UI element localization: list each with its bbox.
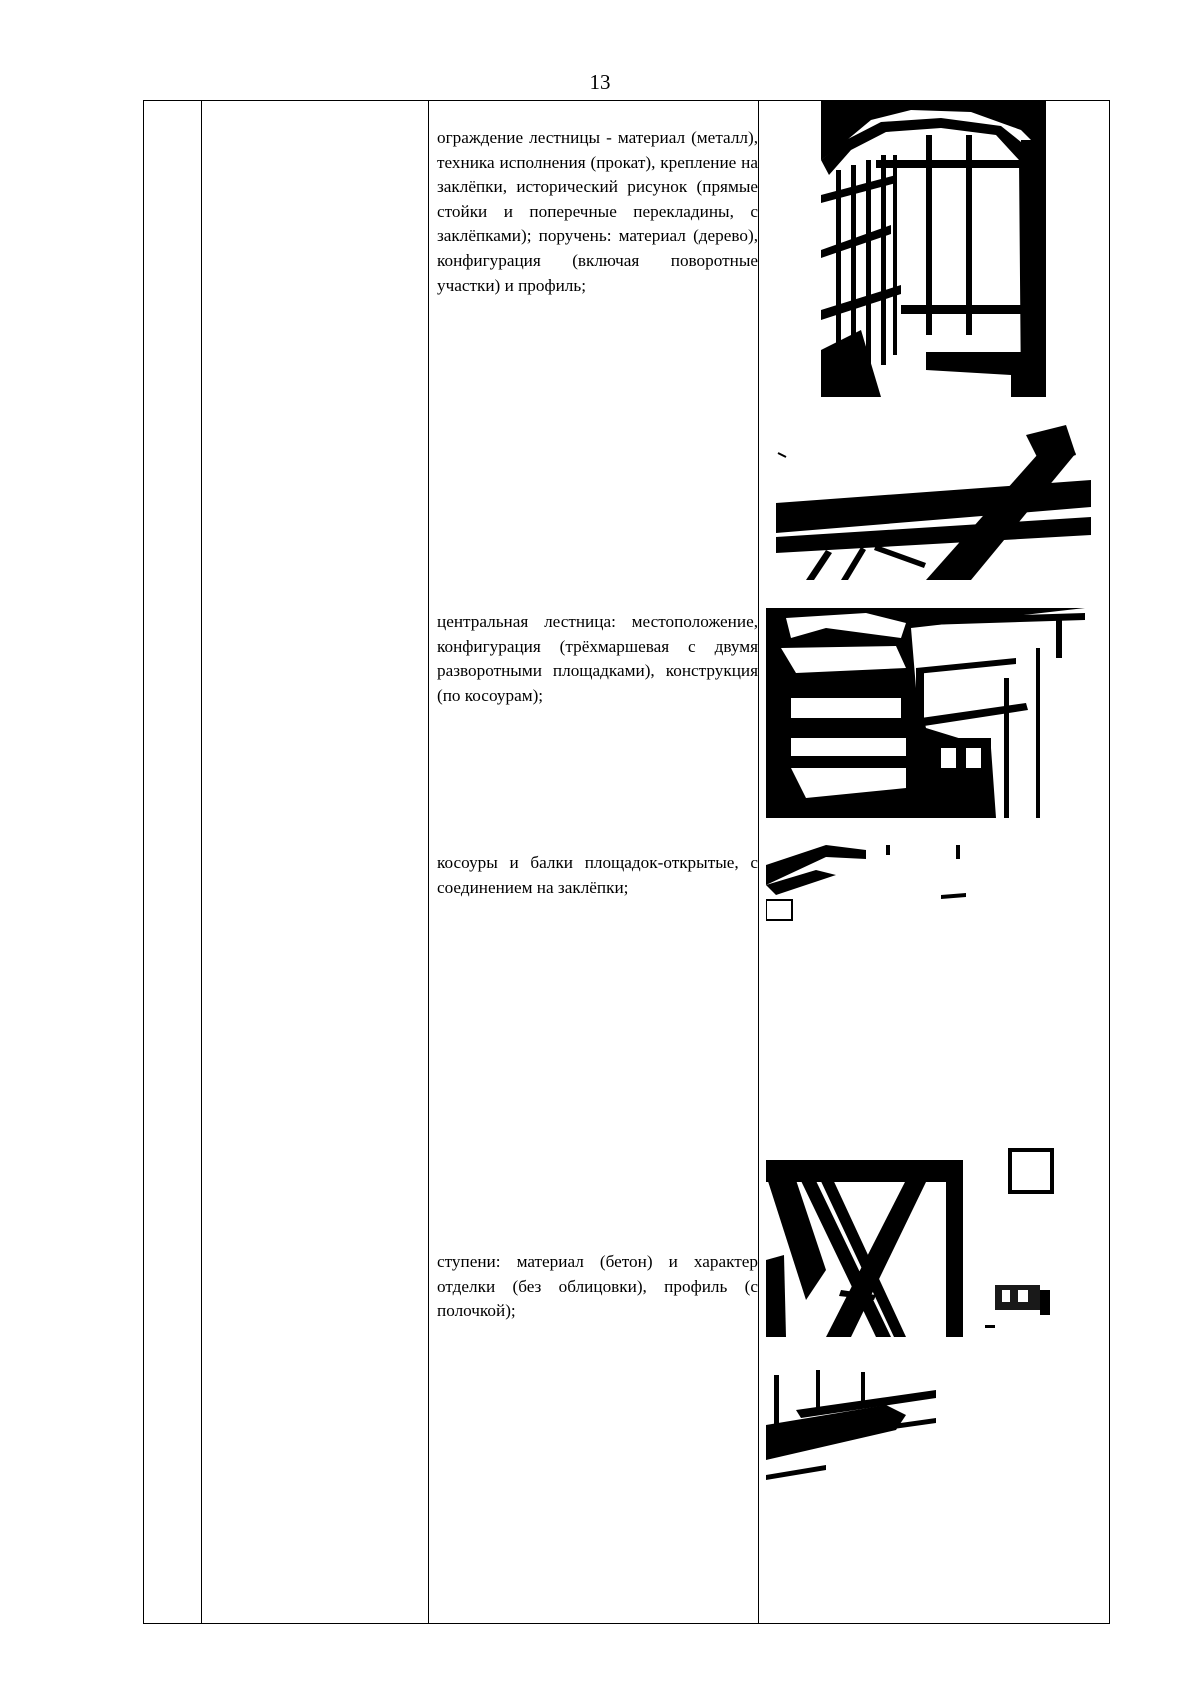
central-stair-description: центральная лестница: местоположение, конфигурация (трёхмаршевая с двумя разворотными площадками), конструкция (по косоурам); [437, 612, 758, 705]
handrail-detail-photo [776, 425, 1091, 580]
rivet-detail-photo [980, 1140, 1060, 1340]
stringer-photo [766, 845, 971, 945]
railing-photo [821, 100, 1046, 397]
column-divider-1 [201, 101, 202, 1623]
steps-description: ступени: материал (бетон) и характер отделки (без облицовки), профиль (с полочкой); [437, 1252, 758, 1321]
beams-photo [766, 1160, 963, 1337]
stairwell-photo [766, 608, 1085, 818]
stringers-description: косоуры и балки площадок-открытые, с соединением на заклёпки; [437, 853, 758, 897]
column-divider-2 [428, 101, 429, 1623]
step-profile-photo [766, 1370, 936, 1485]
column-divider-3 [758, 101, 759, 1623]
railing-description: ограждение лестницы - материал (металл), техника исполнения (прокат), крепление на заклёпки, исторический рисунок (прямые стойки и поперечные перекладины, с заклёпками); поручень: материал (дерево), конфигурация (включая поворотные участки) и профиль; [437, 128, 758, 295]
page-number: 13 [589, 70, 611, 94]
